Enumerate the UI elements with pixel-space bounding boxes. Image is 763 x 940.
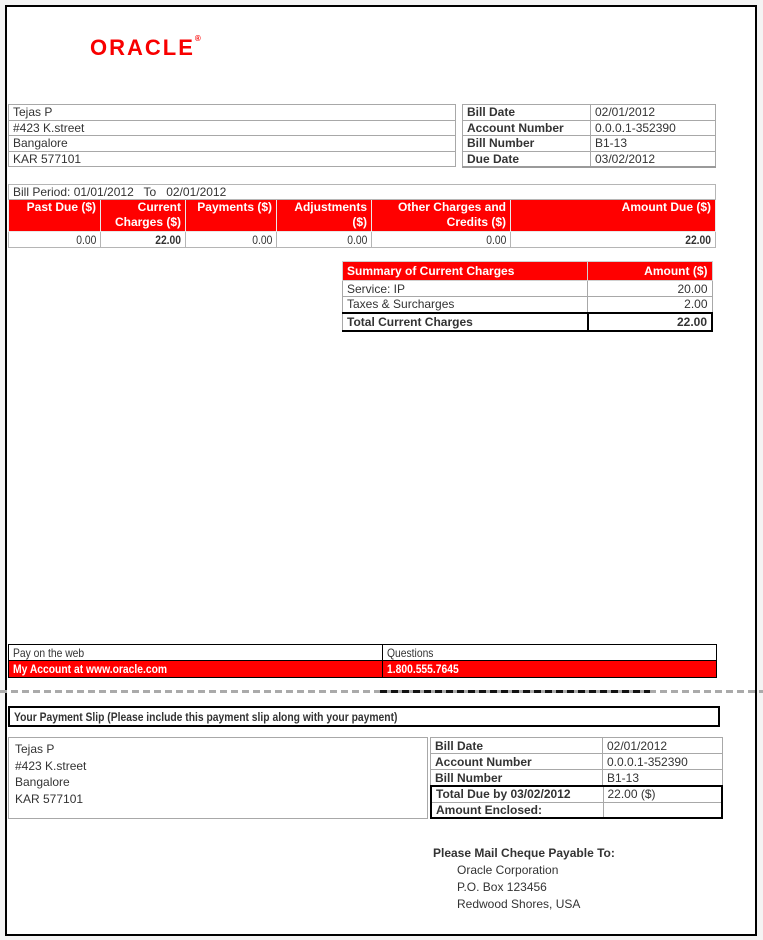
total-due-value: 22.00 ($)	[607, 787, 656, 802]
col-other-charges: Other Charges and Credits ($)	[372, 200, 511, 232]
cheque-payable-name: Oracle Corporation	[457, 863, 559, 877]
summary-total-amount: 22.00	[676, 314, 707, 329]
table-row	[9, 151, 456, 167]
summary-row-amount: 20.00	[677, 281, 708, 296]
col-payments: Payments ($)	[186, 200, 277, 232]
account-number-value: 0.0.0.1-352390	[595, 120, 676, 135]
col-adjustments: Adjustments ($)	[277, 200, 372, 232]
col-past-due: Past Due ($)	[9, 200, 101, 232]
slip-customer-city: Bangalore	[15, 775, 70, 789]
oracle-logo	[90, 35, 201, 61]
due-date-label: Due Date	[467, 151, 520, 166]
summary-total-label: Total Current Charges	[347, 314, 473, 329]
summary-charges-table	[342, 261, 713, 332]
slip-account-number-label: Account Number	[435, 754, 532, 769]
customer-street: #423 K.street	[13, 120, 85, 135]
bill-period-caption: Bill Period: 01/01/2012 To 02/01/2012	[13, 185, 227, 199]
contact-values-row	[9, 661, 717, 678]
table-row	[463, 105, 716, 121]
cut-dashed-line-dark-segment	[380, 690, 650, 693]
col-amount-due: Amount Due ($)	[511, 200, 716, 232]
slip-customer-region-zip: KAR 577101	[15, 791, 84, 806]
cheque-payable-po-box: P.O. Box 123456	[457, 880, 547, 894]
summary-row-amount: 2.00	[684, 297, 708, 312]
amount-enclosed-field[interactable]	[603, 802, 722, 818]
table-row	[343, 281, 713, 297]
table-row	[431, 754, 723, 770]
current-charges-value: 22.00	[155, 232, 181, 247]
table-row	[431, 738, 723, 754]
slip-bill-info-table	[430, 737, 723, 786]
past-due-value: 0.00	[75, 232, 96, 247]
slip-customer-address	[8, 737, 428, 819]
registered-trademark-icon: ®	[194, 34, 201, 43]
questions-phone: 1.800.555.7645	[387, 662, 459, 676]
slip-bill-date-label: Bill Date	[435, 738, 484, 753]
bill-number-value: B1-13	[595, 136, 628, 151]
charges-values-row	[9, 232, 716, 248]
bill-info-table	[462, 104, 716, 168]
payments-value: 0.00	[251, 232, 272, 247]
charges-header-row	[9, 200, 716, 232]
slip-total-due-table	[430, 785, 723, 819]
table-row	[431, 770, 723, 786]
cheque-payable-title: Please Mail Cheque Payable To:	[433, 846, 615, 860]
table-row	[463, 151, 716, 167]
customer-name: Tejas P	[13, 105, 53, 120]
customer-address-table	[8, 104, 456, 167]
table-row	[9, 136, 456, 152]
bill-date-label: Bill Date	[467, 105, 516, 120]
total-due-label: Total Due by 03/02/2012	[436, 787, 571, 802]
amount-due-value: 22.00	[685, 232, 711, 247]
summary-row-label: Taxes & Surcharges	[347, 297, 455, 312]
payment-slip-title-box	[8, 706, 720, 727]
contact-header-row	[9, 645, 717, 661]
table-row	[9, 120, 456, 136]
contact-table	[8, 644, 717, 678]
summary-row-label: Service: IP	[347, 281, 406, 296]
table-row	[463, 136, 716, 152]
customer-region-zip: KAR 577101	[13, 151, 82, 166]
oracle-logo-text: ORACLE	[90, 35, 195, 60]
cheque-payable-location: Redwood Shores, USA	[457, 897, 581, 911]
table-row	[9, 105, 456, 121]
slip-bill-number-label: Bill Number	[435, 770, 503, 785]
payment-slip-title: Your Payment Slip (Please include this payment slip along with your payment)	[14, 710, 398, 724]
pay-web-label: Pay on the web	[13, 645, 85, 660]
bill-period-caption-row	[9, 185, 716, 200]
col-current-charges: Current Charges ($)	[101, 200, 186, 232]
pay-web-value: My Account at www.oracle.com	[13, 662, 168, 676]
customer-city: Bangalore	[13, 136, 68, 151]
summary-total-row	[343, 313, 713, 331]
slip-customer-street: #423 K.street	[15, 758, 87, 773]
bill-date-value: 02/01/2012	[595, 105, 656, 120]
slip-customer-name: Tejas P	[15, 742, 55, 756]
cheque-payable-block	[433, 845, 615, 913]
slip-bill-date-value: 02/01/2012	[607, 738, 668, 753]
bill-period-table	[8, 184, 716, 248]
table-row	[463, 120, 716, 136]
summary-header-row	[343, 262, 713, 281]
slip-account-number-value: 0.0.0.1-352390	[607, 754, 688, 769]
due-date-value: 03/02/2012	[595, 151, 656, 166]
bill-number-label: Bill Number	[467, 136, 535, 151]
questions-label: Questions	[387, 645, 434, 660]
account-number-label: Account Number	[467, 120, 564, 135]
table-row	[343, 297, 713, 313]
summary-title: Summary of Current Charges	[347, 264, 515, 278]
other-charges-value: 0.00	[485, 232, 506, 247]
amount-enclosed-label: Amount Enclosed:	[436, 802, 543, 817]
slip-bill-number-value: B1-13	[607, 770, 640, 785]
amount-enclosed-row	[431, 802, 722, 818]
adjustments-value: 0.00	[346, 232, 367, 247]
total-due-row	[431, 786, 722, 802]
summary-amount-header: Amount ($)	[644, 264, 708, 278]
